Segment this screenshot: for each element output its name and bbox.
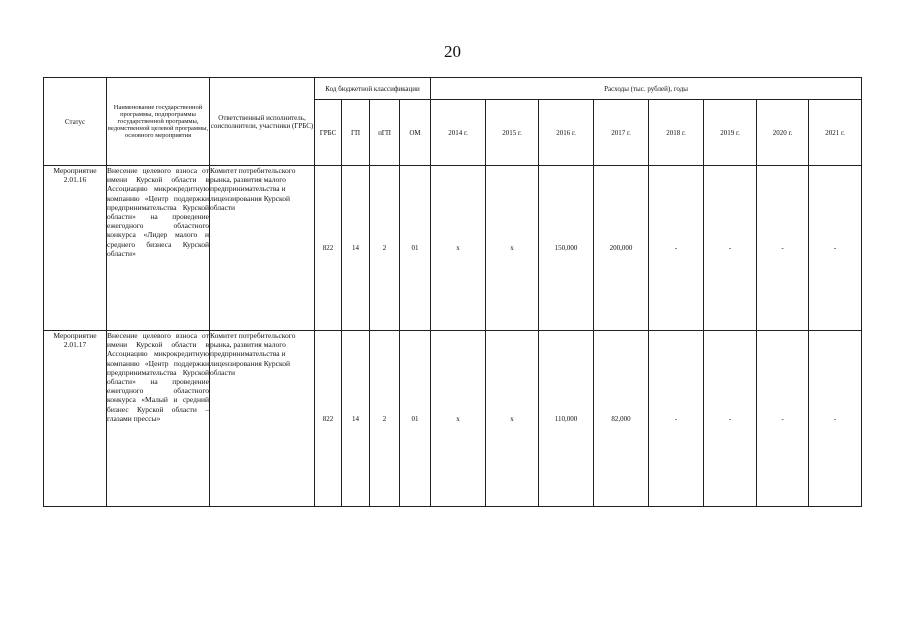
header-status: Статус bbox=[44, 78, 107, 166]
row-value: - bbox=[649, 331, 704, 507]
row-status: Мероприятие 2.01.17 bbox=[44, 331, 107, 507]
row-name: Внесение целевого взноса от имени Курской области в Ассоциацию микрокредитную компанию «Центр поддержки предпринимательства Курской области» на проведение ежегодного областного конкурса «Лидер малого и среднего бизнеса Курской области» bbox=[107, 166, 210, 331]
header-responsible: Ответственный исполнитель, соисполнители, участники (ГРБС) bbox=[210, 78, 315, 166]
row-om: 01 bbox=[400, 166, 431, 331]
row-value: - bbox=[809, 166, 862, 331]
row-value: 110,000 bbox=[539, 331, 594, 507]
row-value: x bbox=[431, 166, 486, 331]
header-name: Наименование государственной программы, подпрограммы государственной программы, ведомственной целевой программы, основного мероприятия bbox=[107, 78, 210, 166]
row-value: - bbox=[704, 166, 757, 331]
row-pgp: 2 bbox=[370, 331, 400, 507]
row-value: - bbox=[704, 331, 757, 507]
header-row-top bbox=[44, 78, 862, 100]
header-om: ОМ bbox=[400, 100, 431, 166]
row-name: Внесение целевого взноса от имени Курской области в Ассоциацию микрокредитную компанию «Центр поддержки предпринимательства Курской области» на проведение ежегодного областного конкурса «Малый и средний бизнес Курской области – глазами прессы» bbox=[107, 331, 210, 507]
header-year: 2020 г. bbox=[757, 100, 809, 166]
row-value: 200,000 bbox=[594, 166, 649, 331]
page-number: 20 bbox=[444, 42, 461, 61]
row-value: - bbox=[809, 331, 862, 507]
row-value: - bbox=[649, 166, 704, 331]
row-value: 150,000 bbox=[539, 166, 594, 331]
header-grbs: ГРБС bbox=[315, 100, 342, 166]
row-grbs: 822 bbox=[315, 331, 342, 507]
header-year: 2016 г. bbox=[539, 100, 594, 166]
row-status: Мероприятие 2.01.16 bbox=[44, 166, 107, 331]
row-value: x bbox=[486, 166, 539, 331]
header-expenses: Расходы (тыс. рублей), годы bbox=[431, 78, 862, 100]
header-gp: ГП bbox=[342, 100, 370, 166]
header-year: 2021 г. bbox=[809, 100, 862, 166]
budget-table bbox=[43, 77, 862, 507]
header-budget-code: Код бюджетной классификации bbox=[315, 78, 431, 100]
header-pgp: пГП bbox=[370, 100, 400, 166]
header-year: 2014 г. bbox=[431, 100, 486, 166]
row-pgp: 2 bbox=[370, 166, 400, 331]
row-value: 82,000 bbox=[594, 331, 649, 507]
header-year: 2018 г. bbox=[649, 100, 704, 166]
row-value: - bbox=[757, 331, 809, 507]
row-grbs: 822 bbox=[315, 166, 342, 331]
row-responsible: Комитет потребительского рынка, развития малого предпринимательства и лицензирования Курской области bbox=[210, 331, 315, 507]
table-row bbox=[44, 166, 862, 331]
header-year: 2017 г. bbox=[594, 100, 649, 166]
row-value: x bbox=[486, 331, 539, 507]
row-gp: 14 bbox=[342, 166, 370, 331]
row-om: 01 bbox=[400, 331, 431, 507]
table-row bbox=[44, 331, 862, 507]
header-year: 2019 г. bbox=[704, 100, 757, 166]
row-value: x bbox=[431, 331, 486, 507]
row-responsible: Комитет потребительского рынка, развития малого предпринимательства и лицензирования Курской области bbox=[210, 166, 315, 331]
row-value: - bbox=[757, 166, 809, 331]
row-gp: 14 bbox=[342, 331, 370, 507]
header-year: 2015 г. bbox=[486, 100, 539, 166]
